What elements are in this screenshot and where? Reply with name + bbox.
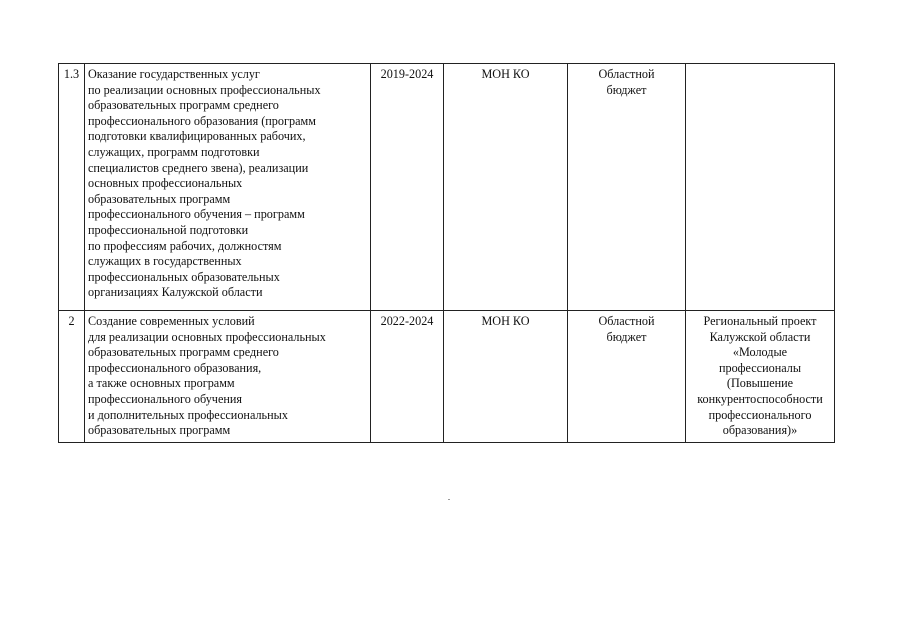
table-row: [59, 64, 835, 311]
responsible-executor: МОН КО: [444, 64, 568, 311]
responsible-executor: МОН КО: [444, 311, 568, 443]
row-number: 1.3: [59, 64, 85, 311]
measure-description: Оказание государственных услуг по реализации основных профессиональных образовательных программ среднего профессионального образования (программ подготовки квалифицированных рабочих, служащих, программ подготовки специалистов среднего звена), реализации основных профессиональных образовательных программ профессионального обучения – программ профессиональной подготовки по профессиям рабочих, должностям служащих в государственных профессиональных образовательных организациях Калужской области: [85, 64, 371, 311]
implementation-period: 2019-2024: [371, 64, 444, 311]
row-number: 2: [59, 311, 85, 443]
funding-source: Областной бюджет: [568, 64, 686, 311]
regional-project: [686, 64, 835, 311]
regional-project: Региональный проект Калужской области «Молодые профессионалы (Повышение конкурентоспособности профессионального образования)»: [686, 311, 835, 443]
funding-source: Областной бюджет: [568, 311, 686, 443]
scan-artifact: [448, 499, 450, 500]
implementation-period: 2022-2024: [371, 311, 444, 443]
measure-description: Создание современных условий для реализации основных профессиональных образовательных программ среднего профессионального образования, а также основных программ профессионального обучения и дополнительных профессиональных образовательных программ: [85, 311, 371, 443]
table-row: [59, 311, 835, 443]
program-measures-table: [58, 63, 835, 443]
